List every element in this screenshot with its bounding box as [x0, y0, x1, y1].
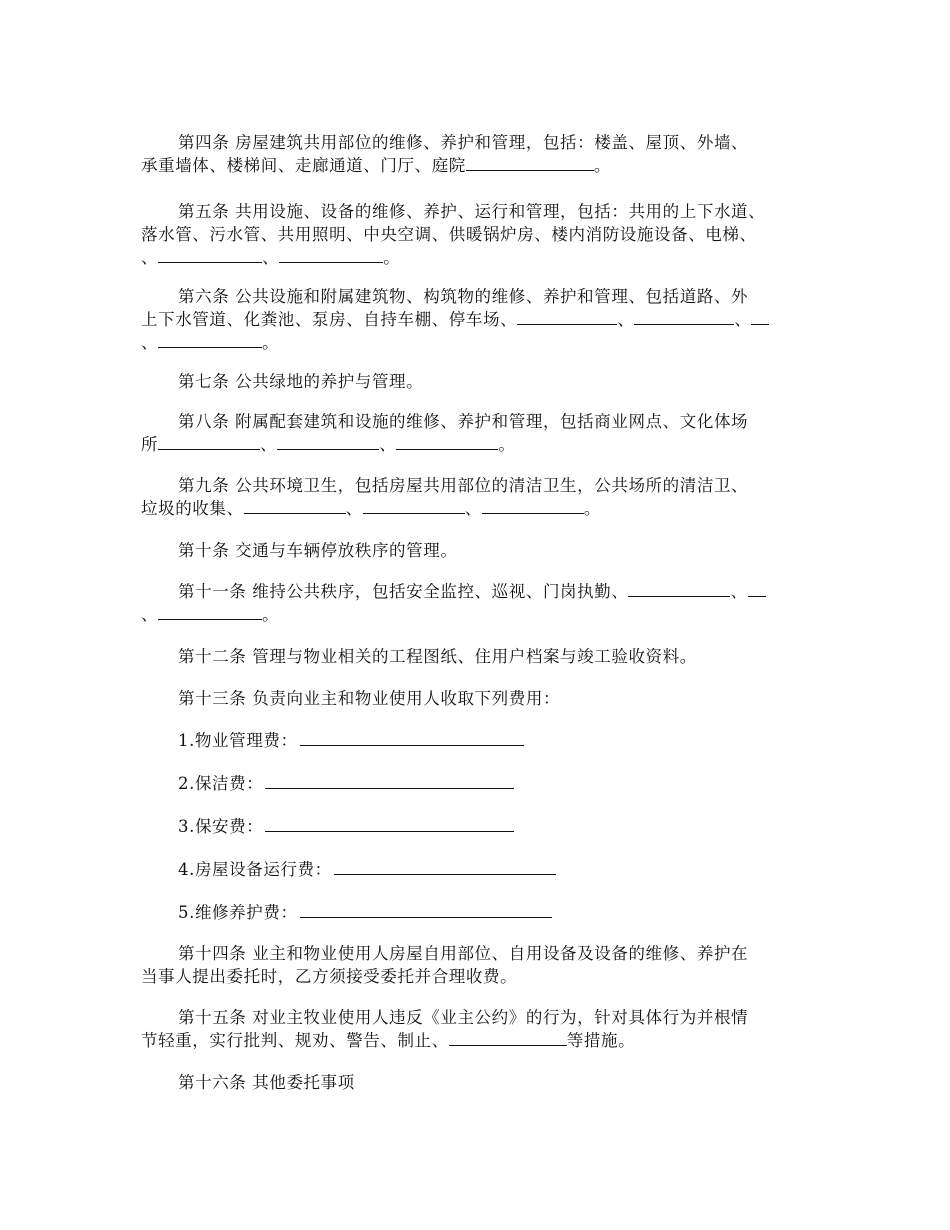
- article-8-line-2: [141, 433, 821, 456]
- article-9-line-1: 第九条 公共环境卫生，包括房屋共用部位的清洁卫生，公共场所的清洁卫、: [178, 476, 749, 495]
- article-11-line-1: [141, 580, 821, 603]
- punctuation: 。: [583, 499, 601, 518]
- article-12: [141, 645, 821, 668]
- punctuation: 、: [730, 582, 748, 601]
- fee-label: 1.物业管理费：: [178, 731, 298, 750]
- fill-blank[interactable]: [158, 332, 262, 348]
- article-15-text: 节轻重，实行批判、规劝、警告、制止、: [141, 1031, 449, 1050]
- article-10: [141, 539, 821, 562]
- article-8-text: 所: [141, 435, 159, 454]
- fill-blank[interactable]: [634, 309, 734, 325]
- article-4-line-2: [141, 154, 821, 177]
- punctuation: 。: [498, 435, 516, 454]
- article-15-line-1: 第十五条 对业主牧业使用人违反《业主公约》的行为，针对具体行为并根情: [178, 1008, 749, 1027]
- article-6-text: 上下水管道、化粪池、泵房、自持车棚、停车场、: [141, 310, 518, 329]
- punctuation: 、: [617, 310, 635, 329]
- punctuation: 、: [262, 248, 280, 267]
- article-14-line-2: 当事人提出委托时，乙方须接受委托并合理收费。: [141, 967, 518, 986]
- article-5-line-3: [141, 246, 821, 269]
- punctuation: 、: [141, 248, 159, 267]
- article-8-line-1: 第八条 附属配套建筑和设施的维修、养护和管理，包括商业网点、文化体场: [178, 412, 749, 431]
- article-8: [141, 410, 821, 456]
- fee-input-blank[interactable]: [265, 773, 514, 789]
- fee-label: 5.维修养护费：: [178, 903, 298, 922]
- fill-blank[interactable]: [244, 498, 346, 514]
- fee-label: 3.保安费：: [178, 817, 264, 836]
- fee-item-1: [178, 729, 524, 752]
- article-9: [141, 474, 821, 520]
- fill-blank[interactable]: [482, 498, 584, 514]
- fill-blank[interactable]: [628, 581, 730, 597]
- punctuation: 、: [379, 435, 397, 454]
- punctuation: 。: [383, 248, 401, 267]
- article-9-text: 垃圾的收集、: [141, 499, 244, 518]
- fill-blank[interactable]: [517, 309, 617, 325]
- article-4-text: 承重墙体、楼梯间、走廊通道、门厅、庭院: [141, 156, 466, 175]
- article-12-line-1: 第十二条 管理与物业相关的工程图纸、住用户档案与竣工验收资料。: [178, 647, 697, 666]
- fee-item-5: [178, 901, 552, 924]
- fill-blank[interactable]: [158, 604, 262, 620]
- fee-label: 2.保洁费：: [178, 774, 264, 793]
- fee-input-blank[interactable]: [300, 730, 524, 746]
- article-4-line-1: 第四条 房屋建筑共用部位的维修、养护和管理，包括：楼盖、屋顶、外墙、: [178, 133, 749, 152]
- punctuation: 。: [262, 605, 280, 624]
- article-5-line-2: 落水管、污水管、共用照明、中央空调、供暖锅炉房、楼内消防设施设备、电梯、: [141, 225, 757, 244]
- article-11-text: 第十一条 维持公共秩序，包括安全监控、巡视、门岗执勤、: [178, 582, 629, 601]
- fee-item-2: [178, 772, 514, 795]
- article-5: [141, 200, 821, 269]
- article-13-line-1: 第十三条 负责向业主和物业使用人收取下列费用：: [178, 689, 561, 708]
- punctuation: 、: [141, 333, 159, 352]
- punctuation: 、: [260, 435, 278, 454]
- article-14-line-1: 第十四条 业主和物业使用人房屋自用部位、自用设备及设备的维修、养护在: [178, 944, 749, 963]
- fee-input-blank[interactable]: [265, 816, 514, 832]
- fill-blank[interactable]: [279, 247, 383, 263]
- article-9-line-2: [141, 497, 821, 520]
- article-11-line-2: [141, 603, 821, 626]
- article-6: [141, 285, 821, 354]
- fee-item-4: [178, 858, 556, 881]
- article-14: [141, 942, 821, 988]
- fee-input-blank[interactable]: [334, 859, 556, 875]
- punctuation: 、: [464, 499, 482, 518]
- article-10-line-1: 第十条 交通与车辆停放秩序的管理。: [178, 541, 458, 560]
- punctuation: 、: [345, 499, 363, 518]
- fill-blank[interactable]: [748, 581, 766, 597]
- fill-blank[interactable]: [396, 434, 498, 450]
- article-4: [141, 131, 821, 177]
- fill-blank[interactable]: [158, 247, 262, 263]
- punctuation: 、: [141, 605, 159, 624]
- article-13: [141, 687, 821, 710]
- article-16-line-1: 第十六条 其他委托事项: [178, 1073, 355, 1092]
- fee-label: 4.房屋设备运行费：: [178, 860, 332, 879]
- punctuation: 。: [593, 156, 612, 175]
- article-6-line-1: 第六条 公共设施和附属建筑物、构筑物的维修、养护和管理、包括道路、外: [178, 287, 749, 306]
- article-7: [141, 370, 821, 393]
- fill-blank[interactable]: [363, 498, 465, 514]
- punctuation: 、: [734, 310, 752, 329]
- article-15-text-end: 等措施。: [566, 1031, 636, 1050]
- article-6-line-2: [141, 308, 821, 331]
- article-5-line-1: 第五条 共用设施、设备的维修、养护、运行和管理，包括：共用的上下水道、: [178, 202, 766, 221]
- article-6-line-3: [141, 331, 821, 354]
- fee-input-blank[interactable]: [300, 902, 552, 918]
- fill-blank[interactable]: [277, 434, 379, 450]
- article-7-line-1: 第七条 公共绿地的养护与管理。: [178, 372, 424, 391]
- punctuation: 。: [262, 333, 280, 352]
- fill-blank[interactable]: [449, 1030, 567, 1046]
- article-15-line-2: [141, 1029, 821, 1052]
- fill-blank[interactable]: [751, 309, 769, 325]
- article-15: [141, 1006, 821, 1052]
- fill-blank[interactable]: [158, 434, 260, 450]
- article-11: [141, 580, 821, 626]
- article-16: [141, 1071, 821, 1094]
- fee-item-3: [178, 815, 514, 838]
- fill-blank[interactable]: [466, 155, 594, 171]
